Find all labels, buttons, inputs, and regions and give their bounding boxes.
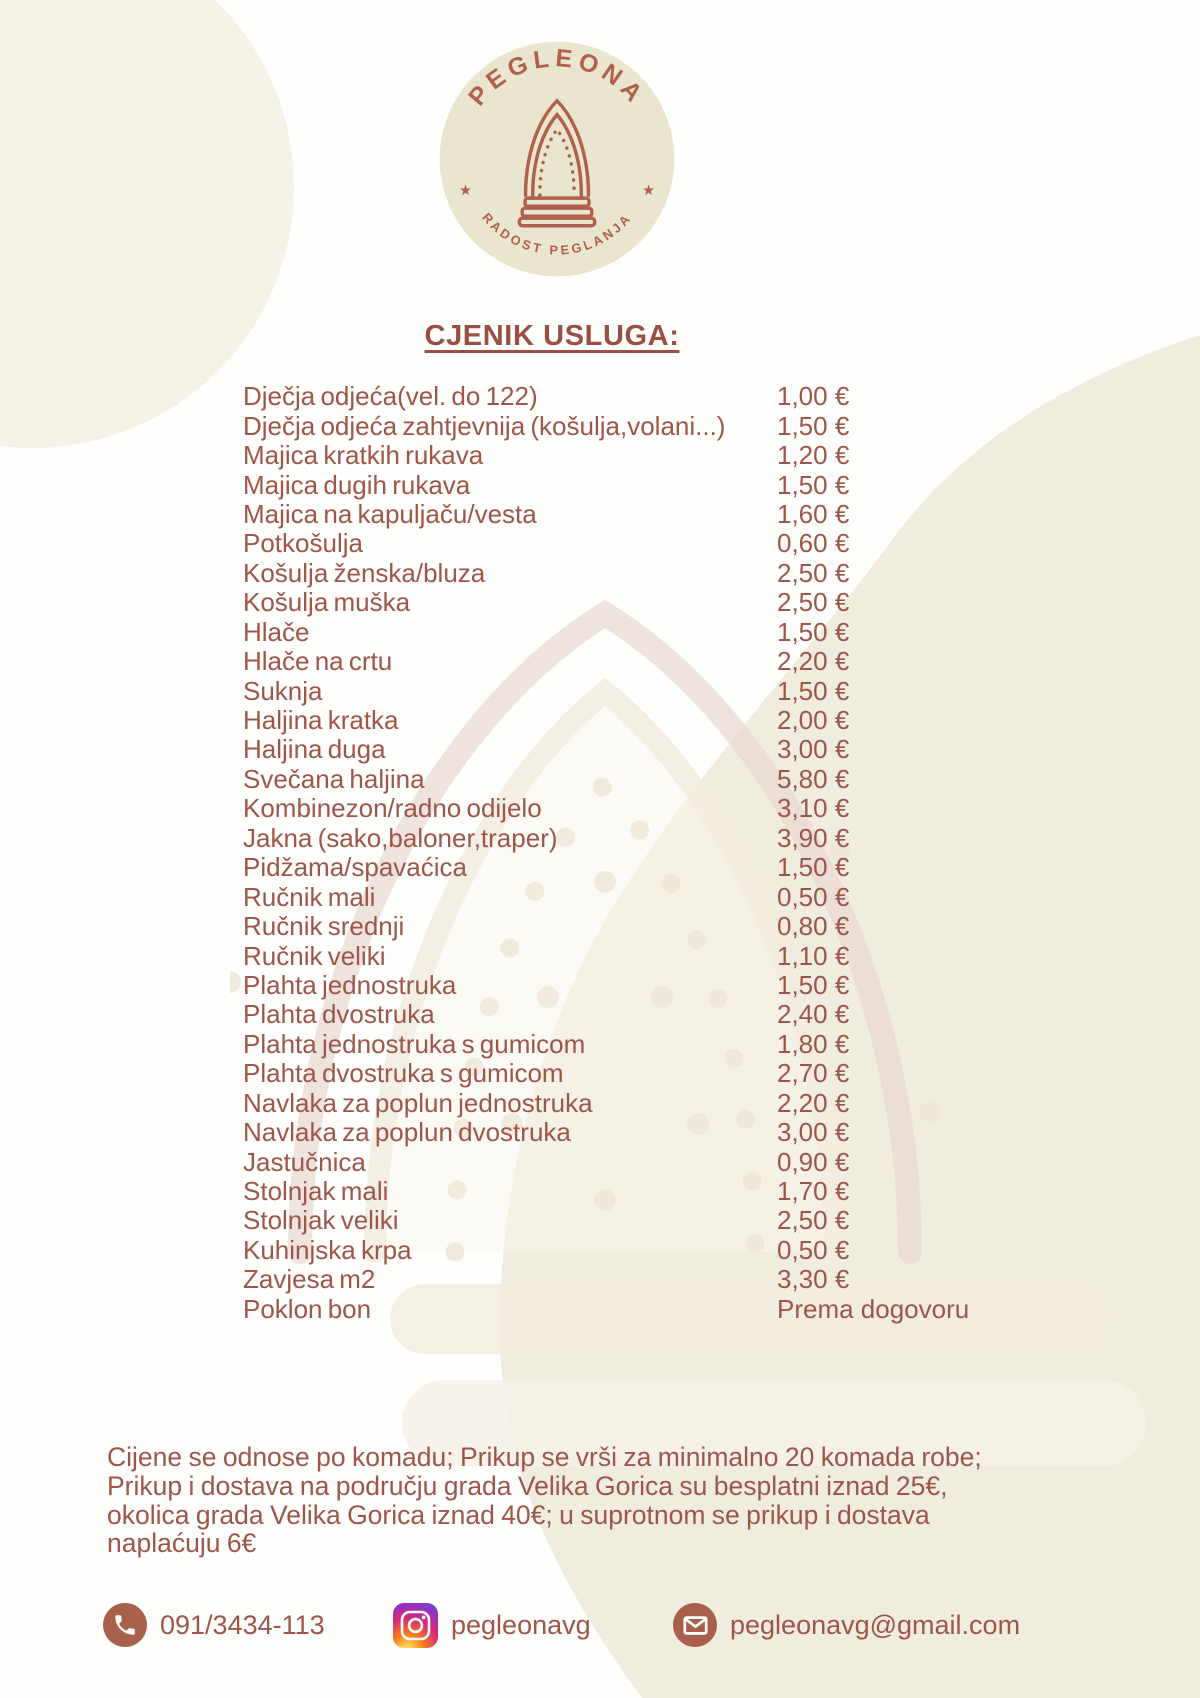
item-price: 1,00 €	[777, 381, 850, 412]
price-row	[243, 1089, 1003, 1118]
price-row	[243, 647, 1003, 676]
price-row	[243, 1059, 1003, 1088]
item-price: 0,50 €	[777, 881, 850, 912]
price-list	[243, 382, 1003, 1324]
item-label: Haljina kratka	[243, 705, 399, 736]
price-row	[243, 1206, 1003, 1235]
phone-number: 091/3434-113	[160, 1609, 325, 1640]
price-row	[243, 794, 1003, 823]
item-label: Hlače na crtu	[243, 646, 393, 677]
item-label: Ručnik srednji	[243, 911, 405, 942]
price-row	[243, 470, 1003, 499]
price-row	[243, 882, 1003, 911]
item-price: 3,30 €	[777, 1264, 850, 1295]
item-label: Košulja ženska/bluza	[243, 557, 486, 588]
item-label: Plahta jednostruka	[243, 969, 457, 1000]
note-line: Cijene se odnose po komadu; Prikup se vrši za minimalno 20 komada robe;	[107, 1442, 982, 1472]
item-price: 1,50 €	[777, 469, 850, 500]
item-label: Majica na kapuljaču/vesta	[243, 498, 537, 529]
item-price: 2,50 €	[777, 587, 850, 618]
item-label: Stolnjak mali	[243, 1176, 389, 1207]
item-price: 3,00 €	[777, 734, 850, 765]
price-row	[243, 559, 1003, 588]
email-address: pegleonavg@gmail.com	[730, 1609, 1021, 1640]
instagram-handle: pegleonavg	[451, 1610, 591, 1640]
item-label: Zavjesa m2	[243, 1264, 376, 1295]
price-row	[243, 941, 1003, 970]
item-price: 1,50 €	[777, 852, 850, 883]
page-title	[0, 320, 1104, 353]
item-label: Plahta dvostruka s gumicom	[243, 1058, 564, 1089]
item-price: 5,80 €	[777, 763, 850, 794]
item-price: 1,20 €	[777, 440, 850, 471]
item-price: 0,60 €	[777, 528, 850, 559]
item-label: Navlaka za poplun dvostruka	[243, 1117, 571, 1148]
item-label: Navlaka za poplun jednostruka	[243, 1087, 593, 1118]
logo	[433, 35, 681, 283]
item-label: Svečana haljina	[243, 763, 425, 794]
price-row	[243, 971, 1003, 1000]
item-label: Majica dugih rukava	[243, 469, 471, 500]
price-row	[243, 706, 1003, 735]
price-row	[243, 853, 1003, 882]
page-title-text: CJENIK USLUGA:	[424, 320, 680, 352]
price-row	[243, 1118, 1003, 1147]
price-row	[243, 912, 1003, 941]
item-price: 1,50 €	[777, 969, 850, 1000]
item-label: Plahta dvostruka	[243, 999, 435, 1030]
item-price: Prema dogovoru	[777, 1293, 970, 1324]
price-row	[243, 735, 1003, 764]
item-price: 2,40 €	[777, 999, 850, 1030]
price-row	[243, 411, 1003, 440]
item-label: Košulja muška	[243, 587, 411, 618]
item-label: Stolnjak veliki	[243, 1205, 399, 1236]
phone-icon	[103, 1603, 147, 1647]
item-label: Kombinezon/radno odijelo	[243, 793, 542, 824]
note-line: naplaćuju 6€	[107, 1528, 257, 1559]
price-row	[243, 618, 1003, 647]
item-label: Pidžama/spavaćica	[243, 852, 467, 883]
brand-name: PEGLEONA	[463, 44, 651, 111]
contact-email	[673, 1603, 1020, 1647]
item-price: 0,50 €	[777, 1234, 850, 1265]
item-price: 2,50 €	[777, 557, 850, 588]
contact-phone	[103, 1603, 325, 1647]
item-price: 2,20 €	[777, 646, 850, 677]
price-row	[243, 1030, 1003, 1059]
item-price: 1,80 €	[777, 1028, 850, 1059]
price-row	[243, 765, 1003, 794]
logo-circle	[440, 42, 675, 277]
item-price: 3,00 €	[777, 1117, 850, 1148]
item-label: Ručnik veliki	[243, 940, 386, 971]
item-price: 3,90 €	[777, 822, 850, 853]
item-label: Potkošulja	[243, 528, 363, 559]
item-label: Jakna (sako,baloner,traper)	[243, 822, 558, 853]
item-label: Plahta jednostruka s gumicom	[243, 1028, 586, 1059]
price-row	[243, 1000, 1003, 1029]
price-row	[243, 1147, 1003, 1176]
item-price: 0,90 €	[777, 1146, 850, 1177]
note	[107, 1443, 1147, 1558]
item-label: Kuhinjska krpa	[243, 1234, 412, 1265]
price-row	[243, 1295, 1003, 1324]
contact-bar	[0, 1603, 1200, 1649]
price-row	[243, 824, 1003, 853]
item-label: Suknja	[243, 675, 323, 706]
item-price: 2,20 €	[777, 1087, 850, 1118]
instagram-icon	[393, 1603, 438, 1648]
item-price: 1,50 €	[777, 616, 850, 647]
tagline: RADOST PEGLANJA	[479, 209, 635, 258]
item-label: Jastučnica	[243, 1146, 366, 1177]
price-row	[243, 1236, 1003, 1265]
item-price: 2,00 €	[777, 705, 850, 736]
email-icon	[673, 1603, 717, 1647]
item-price: 0,80 €	[777, 911, 850, 942]
item-price: 1,50 €	[777, 410, 850, 441]
price-row	[243, 382, 1003, 411]
item-price: 2,70 €	[777, 1058, 850, 1089]
item-price: 1,50 €	[777, 675, 850, 706]
price-row	[243, 529, 1003, 558]
note-line: okolica grada Velika Gorica iznad 40€; u suprotnom se prikup i dostava	[107, 1499, 930, 1530]
item-price: 1,60 €	[777, 498, 850, 529]
item-price: 2,50 €	[777, 1205, 850, 1236]
item-label: Ručnik mali	[243, 881, 376, 912]
star-icon-right: ★	[642, 183, 655, 200]
item-price: 3,10 €	[777, 793, 850, 824]
item-label: Hlače	[243, 616, 310, 647]
item-label: Majica kratkih rukava	[243, 440, 484, 471]
contact-instagram	[393, 1603, 591, 1648]
star-icon-left: ★	[459, 183, 472, 200]
price-row	[243, 588, 1003, 617]
item-label: Haljina duga	[243, 734, 386, 765]
item-label: Poklon bon	[243, 1293, 372, 1324]
note-line: Prikup i dostava na području grada Velika Gorica su besplatni iznad 25€,	[107, 1470, 948, 1501]
price-row	[243, 441, 1003, 470]
price-row	[243, 1177, 1003, 1206]
price-row	[243, 676, 1003, 705]
item-price: 1,10 €	[777, 940, 850, 971]
price-row	[243, 500, 1003, 529]
item-label: Dječja odjeća(vel. do 122)	[243, 381, 538, 412]
item-label: Dječja odjeća zahtjevnija (košulja,volani...)	[243, 410, 726, 441]
price-row	[243, 1265, 1003, 1294]
item-price: 1,70 €	[777, 1176, 850, 1207]
